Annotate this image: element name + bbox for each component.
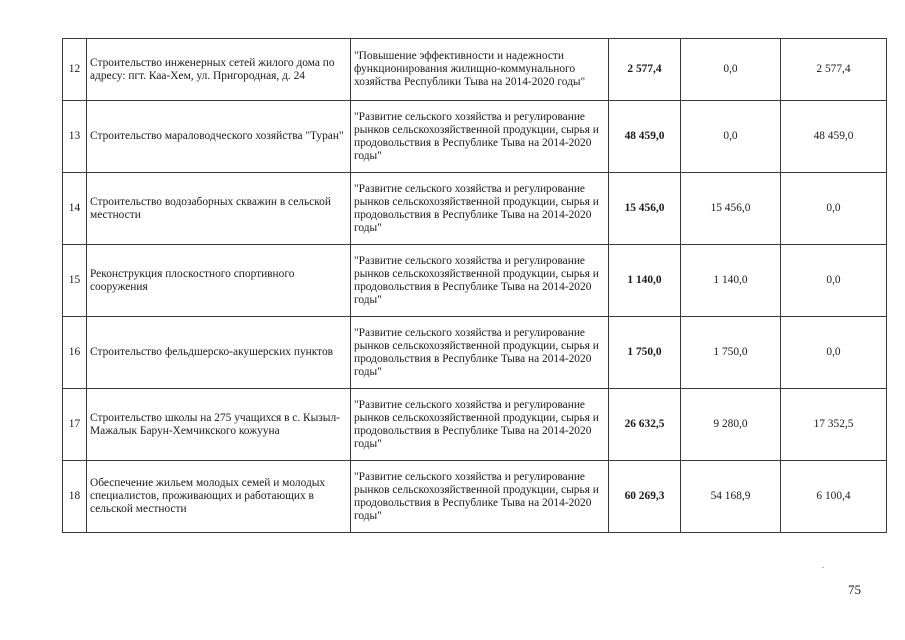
- amount-column-5: 15 456,0: [681, 173, 781, 245]
- row-number: 15: [63, 245, 87, 317]
- table-row: [63, 317, 887, 389]
- total-amount: 15 456,0: [609, 173, 681, 245]
- program-name: "Развитие сельского хозяйства и регулирование рынков сельскохозяйственной продукции, сырья и продовольствия в Республике Тыва на 2014-2020 годы": [351, 173, 609, 245]
- total-amount: 60 269,3: [609, 461, 681, 533]
- total-amount: 2 577,4: [609, 39, 681, 101]
- amount-column-6: 17 352,5: [781, 389, 887, 461]
- amount-column-6: 48 459,0: [781, 101, 887, 173]
- object-name: Реконструкция плоскостного спортивного сооружения: [87, 245, 351, 317]
- object-name: Строительство школы на 275 учащихся в с. Кызыл-Мажалык Барун-Хемчикского кожууна: [87, 389, 351, 461]
- row-number: 17: [63, 389, 87, 461]
- amount-column-5: 0,0: [681, 39, 781, 101]
- object-name: Обеспечение жильем молодых семей и молодых специалистов, проживающих и работающих в сельской местности: [87, 461, 351, 533]
- total-amount: 1 140,0: [609, 245, 681, 317]
- amount-column-5: 0,0: [681, 101, 781, 173]
- object-name: Строительство мараловодческого хозяйства "Туран": [87, 101, 351, 173]
- amount-column-6: 0,0: [781, 245, 887, 317]
- program-name: "Развитие сельского хозяйства и регулирование рынков сельскохозяйственной продукции, сырья и продовольствия в Республике Тыва на 2014-2020 годы": [351, 245, 609, 317]
- table-row: [63, 39, 887, 101]
- program-name: "Развитие сельского хозяйства и регулирование рынков сельскохозяйственной продукции, сырья и продовольствия в Республике Тыва на 2014-2020 годы": [351, 101, 609, 173]
- row-number: 14: [63, 173, 87, 245]
- row-number: 18: [63, 461, 87, 533]
- table-row: [63, 173, 887, 245]
- table-body: [63, 39, 887, 533]
- amount-column-6: 2 577,4: [781, 39, 887, 101]
- program-name: "Развитие сельского хозяйства и регулирование рынков сельскохозяйственной продукции, сырья и продовольствия в Республике Тыва на 2014-2020 годы": [351, 317, 609, 389]
- table-row: [63, 101, 887, 173]
- amount-column-5: 1 140,0: [681, 245, 781, 317]
- amount-column-6: 6 100,4: [781, 461, 887, 533]
- table-row: [63, 461, 887, 533]
- amount-column-5: 54 168,9: [681, 461, 781, 533]
- amount-column-5: 9 280,0: [681, 389, 781, 461]
- scan-speck: [822, 567, 824, 568]
- program-name: "Развитие сельского хозяйства и регулирование рынков сельскохозяйственной продукции, сырья и продовольствия в Республике Тыва на 2014-2020 годы": [351, 461, 609, 533]
- amount-column-5: 1 750,0: [681, 317, 781, 389]
- row-number: 16: [63, 317, 87, 389]
- amount-column-6: 0,0: [781, 173, 887, 245]
- total-amount: 1 750,0: [609, 317, 681, 389]
- total-amount: 26 632,5: [609, 389, 681, 461]
- page-number: 75: [848, 582, 861, 597]
- table-row: [63, 245, 887, 317]
- row-number: 13: [63, 101, 87, 173]
- investment-table: [62, 38, 887, 533]
- amount-column-6: 0,0: [781, 317, 887, 389]
- object-name: Строительство фельдшерско-акушерских пунктов: [87, 317, 351, 389]
- object-name: Строительство инженерных сетей жилого дома по адресу: пгт. Каа-Хем, ул. Пригородная, д. 24: [87, 39, 351, 101]
- program-name: "Развитие сельского хозяйства и регулирование рынков сельскохозяйственной продукции, сырья и продовольствия в Республике Тыва на 2014-2020 годы": [351, 389, 609, 461]
- row-number: 12: [63, 39, 87, 101]
- program-name: "Повышение эффективности и надежности функционирования жилищно-коммунального хозяйства Республики Тыва на 2014-2020 годы": [351, 39, 609, 101]
- object-name: Строительство водозаборных скважин в сельской местности: [87, 173, 351, 245]
- total-amount: 48 459,0: [609, 101, 681, 173]
- table-row: [63, 389, 887, 461]
